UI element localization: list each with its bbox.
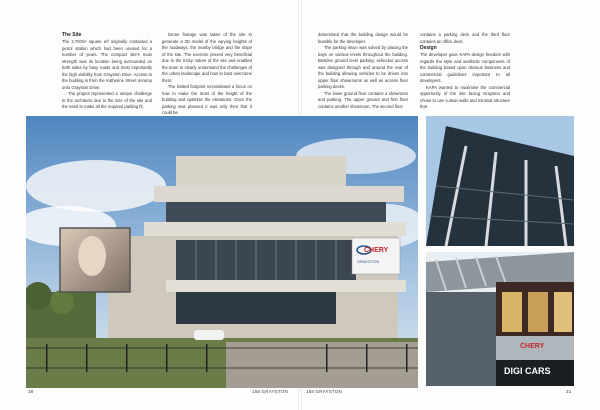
section-heading-design: Design bbox=[420, 45, 437, 51]
text-column-1 bbox=[62, 32, 152, 111]
paragraph: Drone footage was taken of the site to generate a 3D model of the varying heights of the roadways, the nearby bridge and the slope of the site. The exercise proved very beneficial due to the tricky nature of the site and enabled the team to clearly understand the challenges of the urban landscape and how to best overcome them. bbox=[162, 32, 252, 83]
page-number-left: 38 bbox=[28, 389, 34, 394]
chery-side-sign: CHERY bbox=[520, 343, 545, 350]
paragraph: KAPA wanted to maximise the commercial opportunity of the site facing Grayston and chose to use curtain walls and minimal structure that bbox=[420, 84, 510, 109]
paragraph: The 2,700m² square erf originally contained a petrol station which had been unused for a number of years. The compact site's main strength was its location being surrounded on both sides by busy roads and most importantly the high visibility from Grayston Drive. Access to the building is from the Katherine Street onramp onto Grayston Drive. bbox=[62, 39, 152, 90]
building-exterior-photo bbox=[26, 116, 418, 388]
page-number-right: 31 bbox=[566, 389, 572, 394]
grayston-sign-text: GRAYSTON bbox=[357, 259, 380, 264]
night-signage-photo bbox=[426, 252, 574, 386]
paragraph: The developer gave KAPA design freedom with regards the style and aesthetic components of the building based upon obvious business and commercial guidelines important to all developers. bbox=[420, 52, 510, 83]
night-facade-illustration bbox=[426, 252, 574, 386]
digi-cars-sign: DIGI CARS bbox=[504, 366, 551, 376]
running-footer-left: 158 GRAYSTON bbox=[252, 389, 288, 394]
paragraph: The limited footprint necessitated a focus on how to make the most of the height of the building and optimise the elevations. Once the parking was planned it was only then that it could be bbox=[162, 84, 252, 115]
paragraph: The project represented a unique challenge to the architects due to the size of the site and the need to make all the required parking fit. bbox=[62, 91, 152, 109]
paragraph: contains a parking deck and the third floor contains an office deck. bbox=[420, 32, 510, 44]
building-illustration bbox=[26, 116, 418, 388]
section-heading-site: The Site bbox=[62, 32, 82, 38]
facade-illustration bbox=[426, 116, 574, 246]
facade-detail-photo bbox=[426, 116, 574, 246]
text-column-3 bbox=[318, 32, 408, 110]
text-column-2 bbox=[162, 32, 252, 117]
paragraph: The lower ground floor contains a showroom and parking. The upper ground and first floor contains another showroom. The second floor bbox=[318, 90, 408, 109]
chery-sign-brand: CHERY bbox=[364, 247, 389, 254]
paragraph: determined that the building design would be feasible for the developer. bbox=[318, 32, 408, 44]
text-column-4 bbox=[420, 32, 510, 111]
running-footer-right: 158 GRAYSTON bbox=[306, 389, 342, 394]
paragraph: The parking issue was solved by placing the bays on various levels throughout the building. Besides ground level parking, vehicular access was designed through and around the rear of the building allowing vehicles to be driven into upper floor showrooms as well as access floor parking decks. bbox=[318, 45, 408, 89]
